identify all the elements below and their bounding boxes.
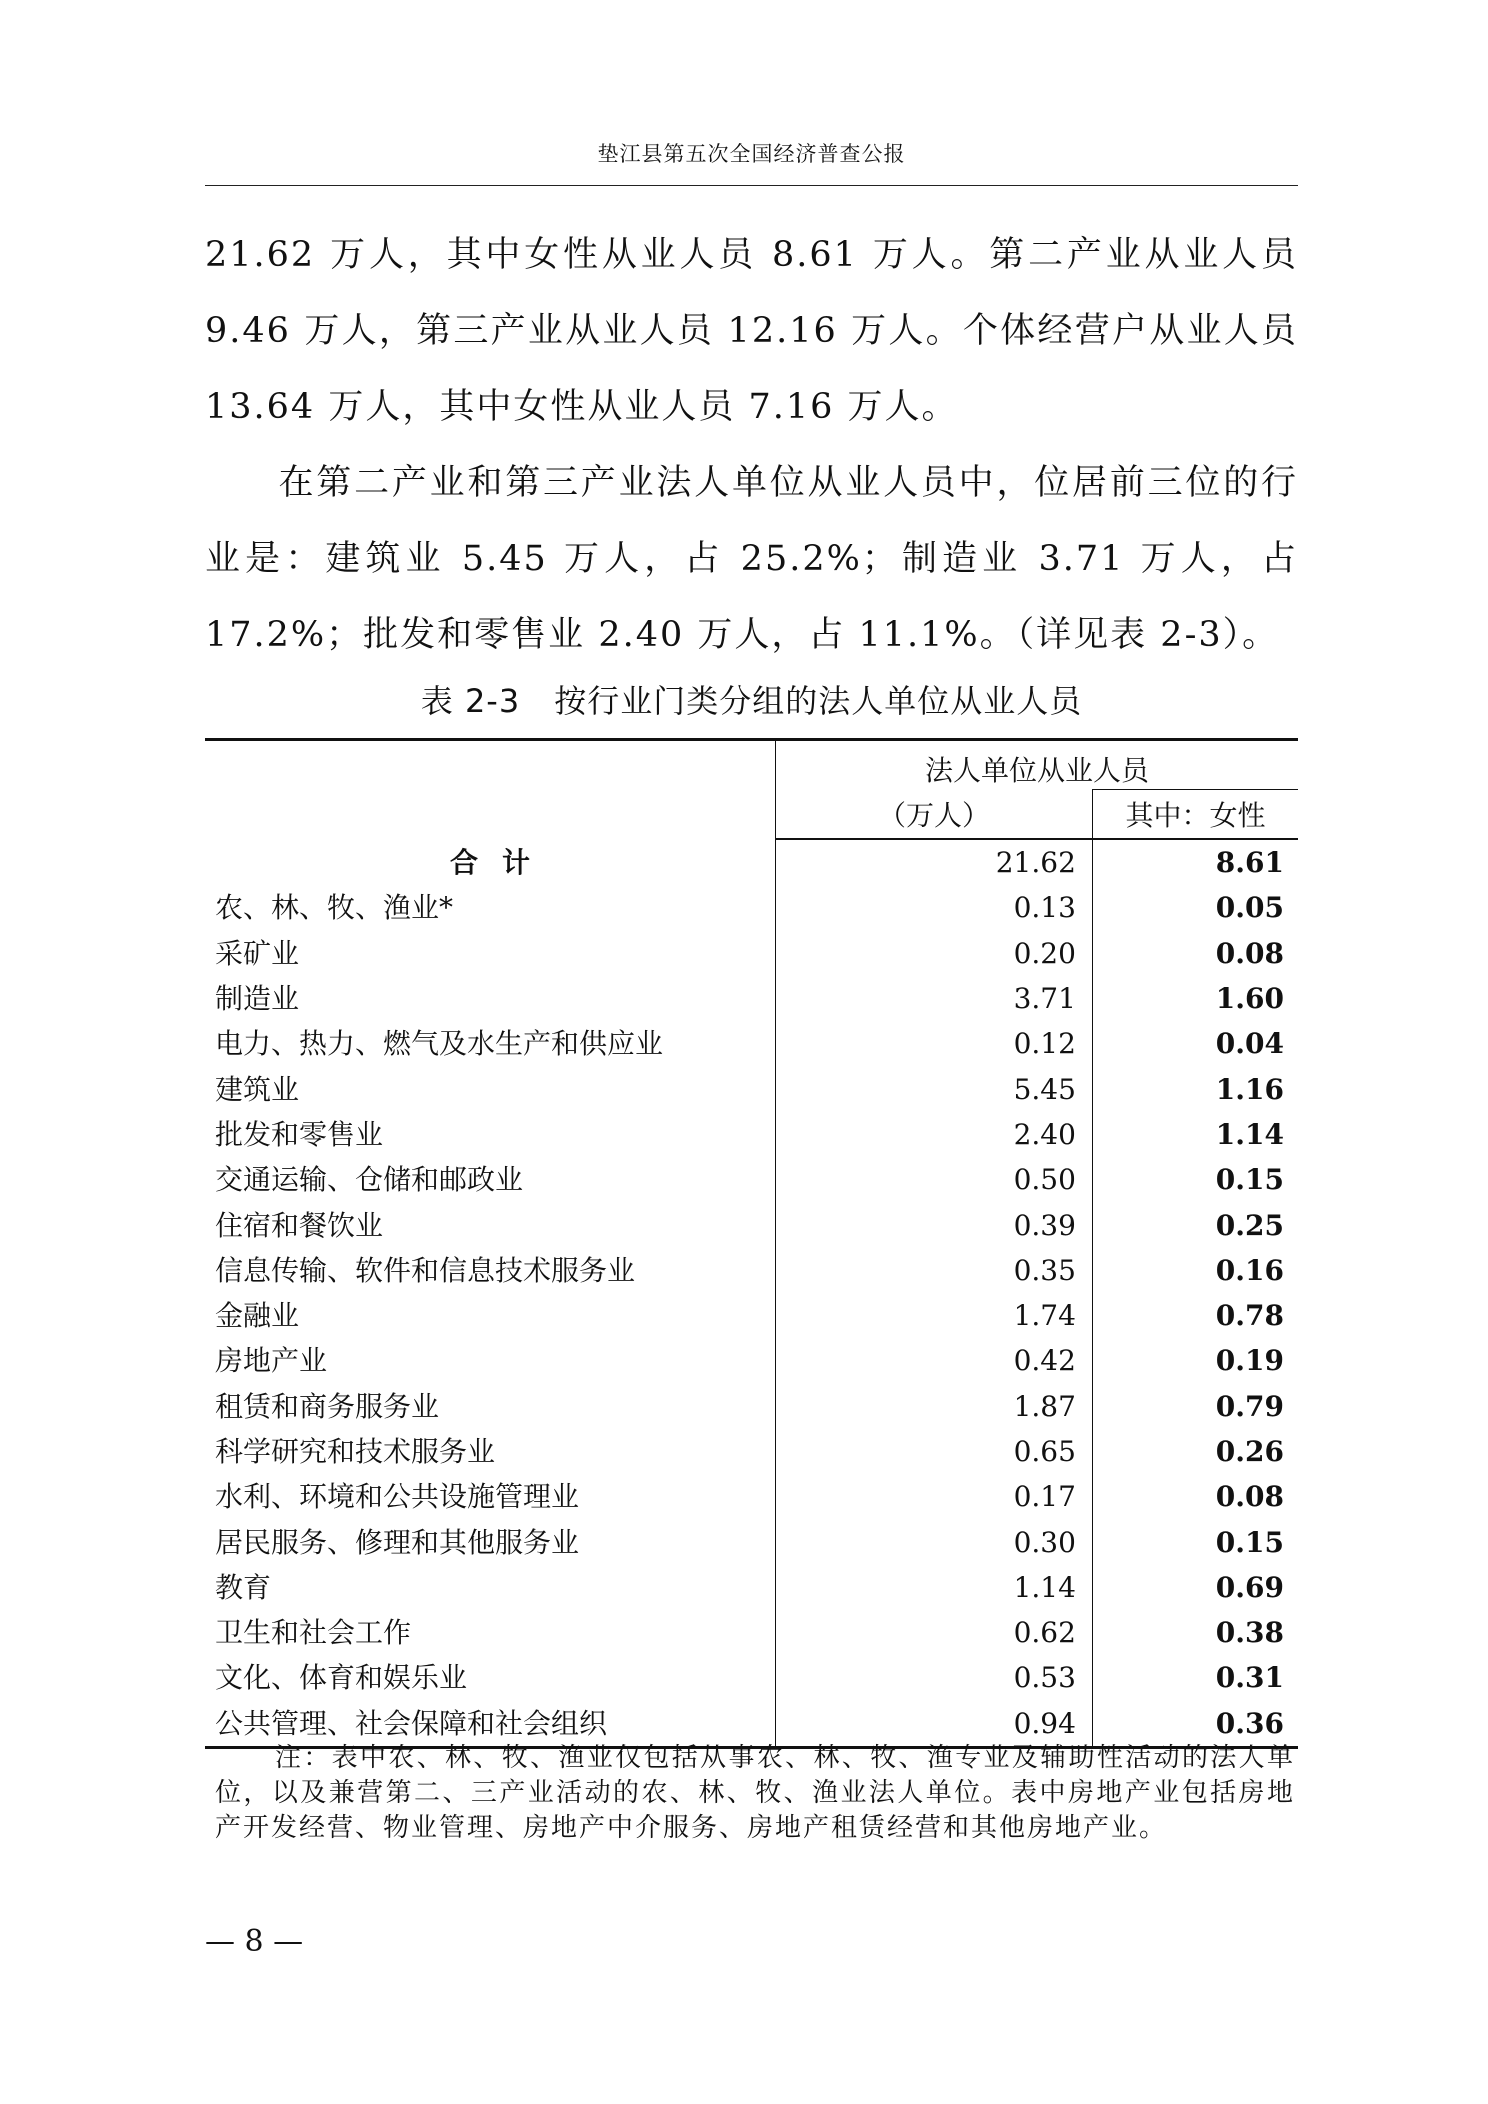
row-total: 2.40 [776,1112,1093,1157]
row-name: 卫生和社会工作 [205,1610,776,1655]
row-name: 信息传输、软件和信息技术服务业 [205,1248,776,1293]
row-name: 公共管理、社会保障和社会组织 [205,1701,776,1748]
row-name: 租赁和商务服务业 [205,1384,776,1429]
table-row [205,931,1298,976]
row-total: 0.62 [776,1610,1093,1655]
row-name: 电力、热力、燃气及水生产和供应业 [205,1021,776,1066]
row-total: 1.14 [776,1565,1093,1610]
row-female: 0.36 [1092,1701,1298,1748]
row-female: 0.16 [1215,1253,1284,1287]
table-row [205,1429,1298,1474]
row-total: 0.94 [776,1701,1093,1748]
table-row [205,1519,1298,1564]
employment-table [205,738,1298,1749]
row-name: 水利、环境和公共设施管理业 [205,1474,776,1519]
row-total: 3.71 [776,976,1093,1021]
row-name: 制造业 [205,976,776,1021]
row-total: 0.39 [776,1202,1093,1247]
row-name: 文化、体育和娱乐业 [205,1655,776,1700]
table-row [205,1338,1298,1383]
row-name: 教育 [205,1565,776,1610]
body-text [205,217,1298,673]
header-rule [205,185,1298,186]
row-female: 0.15 [1215,1525,1284,1559]
row-name: 科学研究和技术服务业 [205,1429,776,1474]
row-female: 0.05 [1215,891,1284,925]
row-female: 0.79 [1215,1389,1284,1423]
header-group-label: 法人单位从业人员 [776,740,1298,790]
table-row [205,1112,1298,1157]
row-female: 0.15 [1215,1163,1284,1197]
row-total: 0.13 [776,885,1093,930]
row-female: 0.25 [1215,1208,1284,1242]
row-female: 1.60 [1215,982,1284,1016]
table-row [205,1474,1298,1519]
table-caption: 按行业门类分组的法人单位从业人员 [554,682,1083,720]
row-name: 住宿和餐饮业 [205,1202,776,1247]
row-total: 0.65 [776,1429,1093,1474]
row-female: 0.38 [1215,1616,1284,1650]
row-total: 1.87 [776,1384,1093,1429]
header-female-label: 其中：女性 [1092,790,1298,840]
row-total: 0.53 [776,1655,1093,1700]
header-industry-cell [205,740,776,840]
table-row [205,1610,1298,1655]
row-name: 建筑业 [205,1066,776,1111]
row-female: 1.16 [1215,1072,1284,1106]
row-total: 0.30 [776,1519,1093,1564]
paragraph-1: 21.62 万人，其中女性从业人员 8.61 万人。第二产业从业人员 9.46 万人，第三产业从业人员 12.16 万人。个体经营户从业人员 13.64 万人，其中女性从业人员 7.16 万人。 [205,235,1298,427]
row-total: 0.35 [776,1248,1093,1293]
table-row [205,885,1298,930]
row-female: 0.08 [1215,1480,1284,1514]
row-female: 0.04 [1215,1027,1284,1061]
row-total: 0.50 [776,1157,1093,1202]
table-number: 表 2-3 [420,682,521,720]
table-title [205,676,1298,722]
row-total: 0.17 [776,1474,1093,1519]
row-female: 1.14 [1215,1117,1284,1151]
row-name: 采矿业 [205,931,776,976]
running-header: 垫江县第五次全国经济普查公报 [597,142,906,166]
table-row [205,1384,1298,1429]
page-number: — 8 — [205,1924,304,1959]
row-total: 5.45 [776,1066,1093,1111]
row-total: 1.74 [776,1293,1093,1338]
row-total: 0.20 [776,931,1093,976]
row-name: 合计 [205,839,776,885]
row-name: 金融业 [205,1293,776,1338]
table-row [205,1066,1298,1111]
table-row [205,1565,1298,1610]
table-row [205,1248,1298,1293]
row-female: 0.31 [1215,1661,1284,1695]
row-female: 0.08 [1215,936,1284,970]
table-note-text: 注：表中农、林、牧、渔业仅包括从事农、林、牧、渔专业及辅助性活动的法人单位，以及兼营第二、三产业活动的农、林、牧、渔业法人单位。表中房地产业包括房地产开发经营、物业管理、房地产中介服务、房地产租赁经营和其他房地产业。 [215,1743,1295,1843]
row-name: 批发和零售业 [205,1112,776,1157]
row-female: 0.19 [1215,1344,1284,1378]
table-row [205,976,1298,1021]
row-total: 0.12 [776,1021,1093,1066]
table-row [205,1021,1298,1066]
row-name: 居民服务、修理和其他服务业 [205,1519,776,1564]
row-name: 交通运输、仓储和邮政业 [205,1157,776,1202]
row-female: 0.26 [1215,1435,1284,1468]
paragraph-2: 在第二产业和第三产业法人单位从业人员中，位居前三位的行业是：建筑业 5.45 万人，占 25.2%；制造业 3.71 万人，占 17.2%；批发和零售业 2.40 万人，占 11.1%。（详见表 2-3）。 [205,463,1298,655]
row-female: 0.69 [1215,1570,1284,1604]
header-unit-label: （万人） [776,790,1093,840]
table-row [205,1157,1298,1202]
row-total: 21.62 [776,839,1093,885]
table-row-total [205,839,1298,885]
table-row [205,1202,1298,1247]
row-name: 房地产业 [205,1338,776,1383]
row-name: 农、林、牧、渔业* [205,885,776,930]
row-total: 0.42 [776,1338,1093,1383]
row-female: 8.61 [1215,846,1284,880]
table-row [205,1655,1298,1700]
row-female: 0.78 [1215,1299,1284,1333]
table-note [215,1741,1295,1846]
table-row [205,1293,1298,1338]
